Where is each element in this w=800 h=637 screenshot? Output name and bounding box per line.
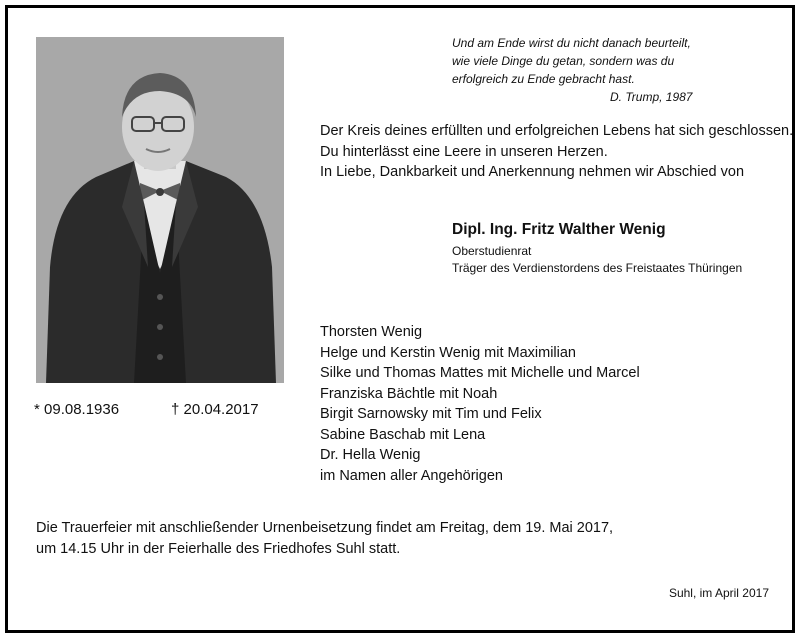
mourner-item: im Namen aller Angehörigen: [320, 467, 503, 484]
quote-line: wie viele Dinge du getan, sondern was du: [452, 54, 675, 68]
funeral-line: Die Trauerfeier mit anschließender Urnenbeisetzung findet am Freitag, dem 19. Mai 2017,: [36, 520, 614, 536]
deceased-block: [452, 221, 742, 277]
mourner-item: Helge und Kerstin Wenig mit Maximilian: [320, 344, 577, 361]
mourner-item: Thorsten Wenig: [320, 324, 423, 340]
mourners-list: [320, 322, 640, 486]
funeral-line: um 14.15 Uhr in der Feierhalle des Friedhofes Suhl statt.: [36, 540, 401, 557]
quote-block: [452, 34, 693, 104]
place-date: Suhl, im April 2017: [668, 586, 769, 600]
intro-text: [320, 121, 793, 183]
mourner-item: Silke und Thomas Mattes mit Michelle und Marcel: [320, 365, 640, 381]
deceased-name: Dipl. Ing. Fritz Walther Wenig: [452, 221, 666, 238]
mourner-item: Dr. Hella Wenig: [320, 447, 421, 463]
death-date: † 20.04.2017: [171, 401, 259, 418]
quote-author: D. Trump, 1987: [610, 90, 693, 104]
birth-date: * 09.08.1936: [34, 401, 120, 418]
funeral-notice: [36, 518, 613, 559]
mourner-item: Sabine Baschab mit Lena: [320, 426, 486, 443]
intro-line: Der Kreis deines erfüllten und erfolgreichen Lebens hat sich geschlossen.: [320, 123, 794, 139]
portrait-photo: [36, 37, 284, 383]
deceased-title: Oberstudienrat: [452, 244, 532, 258]
quote-line: erfolgreich zu Ende gebracht hast.: [452, 72, 635, 86]
mourner-item: Birgit Sarnowsky mit Tim und Felix: [320, 406, 542, 422]
intro-line: In Liebe, Dankbarkeit und Anerkennung nehmen wir Abschied von: [320, 164, 745, 180]
deceased-honor: Träger des Verdienstordens des Freistaates Thüringen: [452, 261, 743, 275]
quote-line: Und am Ende wirst du nicht danach beurteilt,: [452, 36, 691, 50]
mourner-item: Franziska Bächtle mit Noah: [320, 385, 498, 402]
intro-line: Du hinterlässt eine Leere in unseren Herzen.: [320, 143, 608, 160]
